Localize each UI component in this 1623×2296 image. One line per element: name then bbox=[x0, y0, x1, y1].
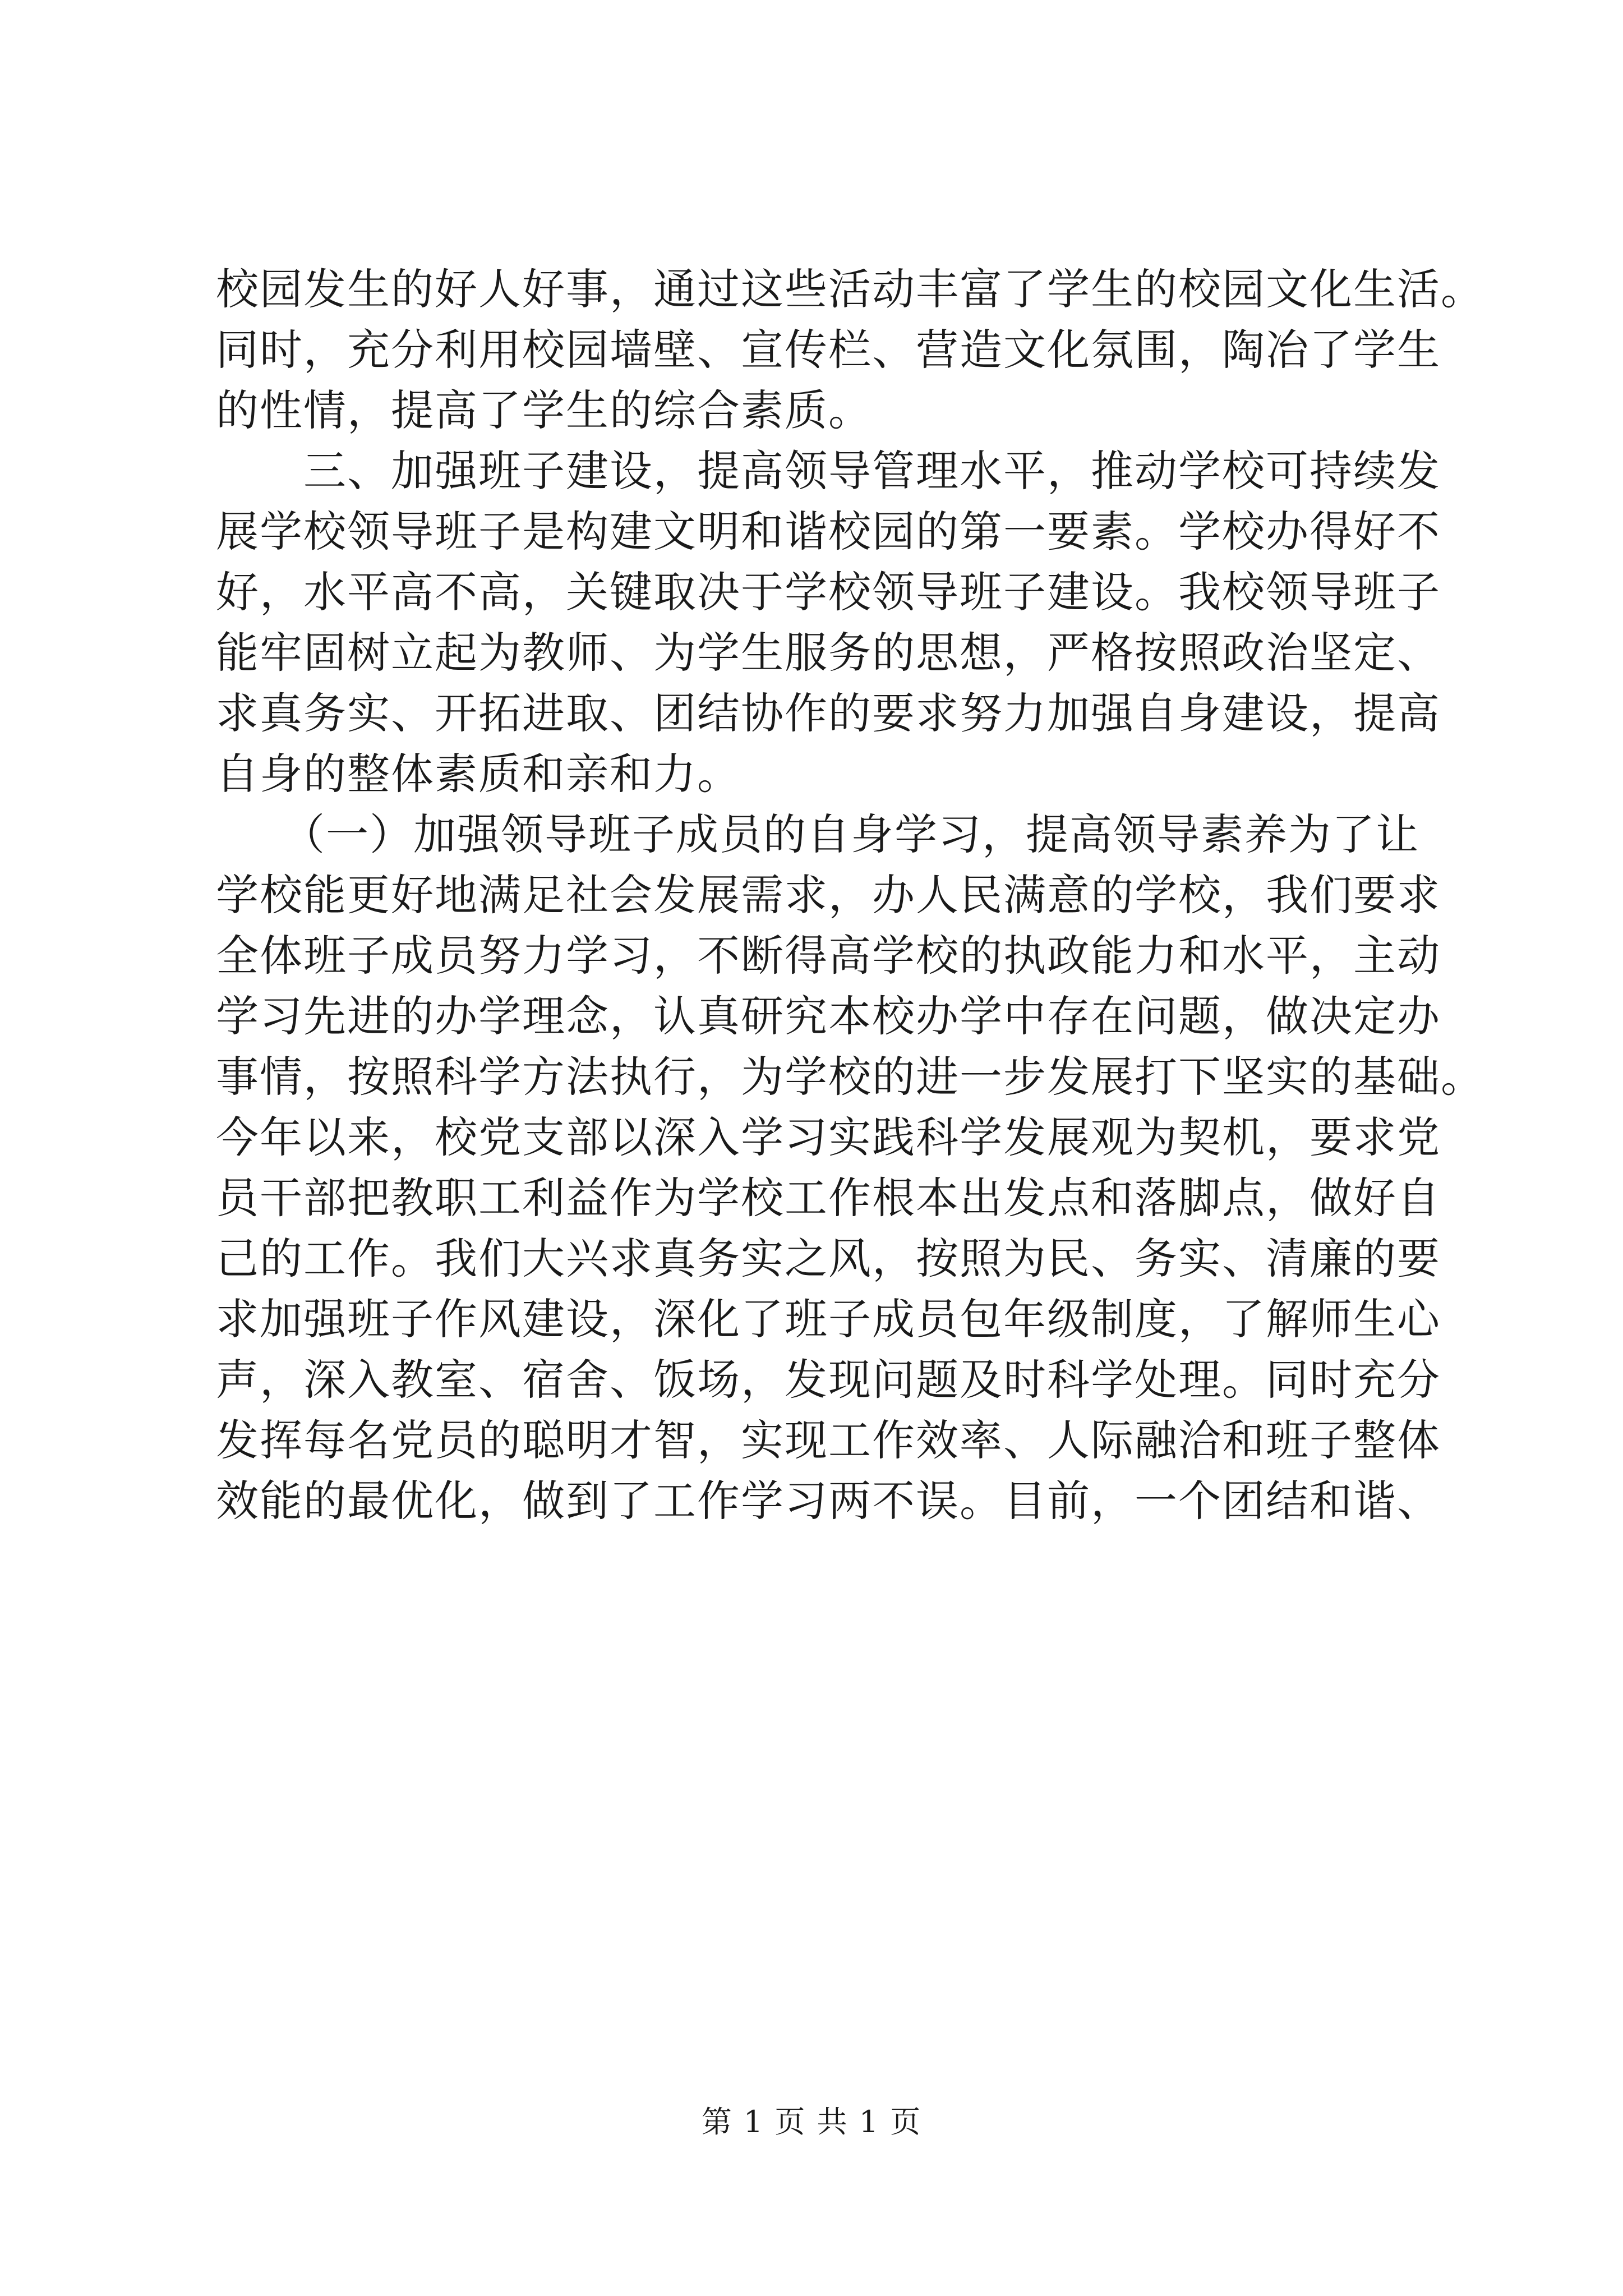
text-line: 声，深入教室、宿舍、饭场，发现问题及时科学处理。同时充分 bbox=[216, 1355, 1441, 1405]
body-text bbox=[216, 259, 1484, 1531]
text-line: 己的工作。我们大兴求真务实之风，按照为民、务实、清廉的要 bbox=[216, 1234, 1441, 1283]
text-line: 事情，按照科学方法执行，为学校的进一步发展打下坚实的基础。 bbox=[216, 1052, 1484, 1102]
text-line: 全体班子成员努力学习，不断得高学校的执政能力和水平，主动 bbox=[216, 931, 1441, 981]
text-line: 效能的最优化，做到了工作学习两不误。目前，一个团结和谐、 bbox=[216, 1476, 1441, 1526]
page-number-label: 第 1 页 共 1 页 bbox=[701, 2104, 922, 2139]
text-line: （一）加强领导班子成员的自身学习，提高领导素养为了让 bbox=[216, 809, 1419, 859]
text-line: 的性情，提高了学生的综合素质。 bbox=[216, 385, 872, 435]
text-line: 求真务实、开拓进取、团结协作的要求努力加强自身建设，提高 bbox=[216, 688, 1441, 738]
text-line: 自身的整体素质和亲和力。 bbox=[216, 749, 741, 799]
text-line: 求加强班子作风建设，深化了班子成员包年级制度，了解师生心 bbox=[216, 1294, 1441, 1344]
page-footer bbox=[0, 2102, 1623, 2142]
text-line: 今年以来，校党支部以深入学习实践科学发展观为契机，要求党 bbox=[216, 1112, 1441, 1162]
text-line: 学校能更好地满足社会发展需求，办人民满意的学校，我们要求 bbox=[216, 870, 1441, 920]
text-line: 员干部把教职工利益作为学校工作根本出发点和落脚点，做好自 bbox=[216, 1173, 1441, 1223]
text-line: 发挥每名党员的聪明才智，实现工作效率、人际融洽和班子整体 bbox=[216, 1415, 1441, 1465]
text-line: 展学校领导班子是构建文明和谐校园的第一要素。学校办得好不 bbox=[216, 507, 1441, 556]
text-line: 校园发生的好人好事，通过这些活动丰富了学生的校园文化生活。 bbox=[216, 264, 1484, 314]
text-line: 能牢固树立起为教师、为学生服务的思想，严格按照政治坚定、 bbox=[216, 628, 1441, 678]
text-line: 学习先进的办学理念，认真研究本校办学中存在问题，做决定办 bbox=[216, 991, 1441, 1041]
text-line: 好，水平高不高，关键取决于学校领导班子建设。我校领导班子 bbox=[216, 567, 1441, 617]
text-line: 同时，充分利用校园墙壁、宣传栏、营造文化氛围，陶冶了学生 bbox=[216, 325, 1441, 375]
text-line: 三、加强班子建设，提高领导管理水平，推动学校可持续发 bbox=[216, 446, 1441, 496]
